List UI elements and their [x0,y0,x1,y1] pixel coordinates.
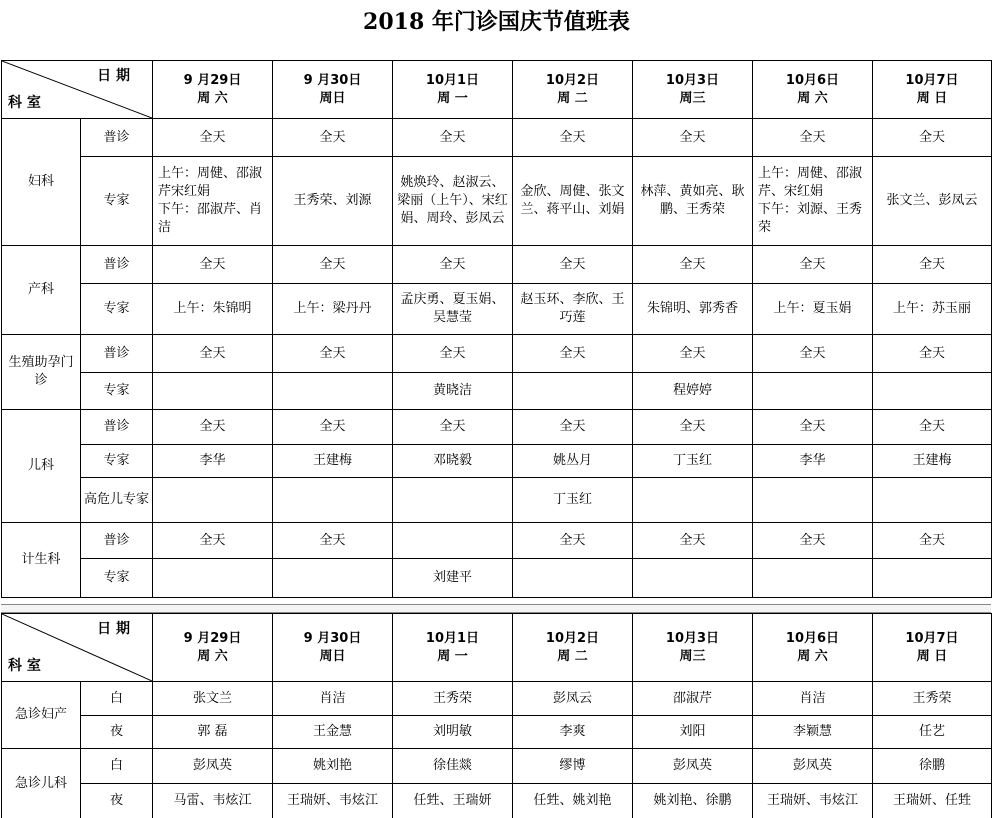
schedule-cell: 程婷婷 [633,373,753,410]
schedule-cell: 王建梅 [273,445,393,478]
schedule-cell: 全天 [393,246,513,284]
corner-header-cell [2,61,153,119]
schedule-cell [873,373,992,410]
schedule-cell: 全天 [753,410,873,445]
clinic-type-cell: 普诊 [81,410,153,445]
clinic-type-cell: 普诊 [81,119,153,157]
date-label: 10月3日 [665,72,720,88]
date-header-cell [153,61,273,119]
schedule-cell: 全天 [273,523,393,559]
date-header-cell [753,614,873,682]
table-row [2,784,992,818]
weekday-label: 周日 [319,648,346,664]
schedule-cell: 全天 [393,335,513,373]
date-header-cell [873,61,992,119]
page-title: 2018 年门诊国庆节值班表 [363,9,630,35]
header-row [2,614,992,682]
schedule-cell: 姚刘艳 [273,749,393,784]
schedule-cell: 全天 [753,523,873,559]
corner-header-cell [2,614,153,682]
clinic-type-cell: 专家 [81,559,153,598]
schedule-cell: 全天 [873,119,992,157]
clinic-type-cell: 普诊 [81,246,153,284]
table-row [2,716,992,749]
date-label: 10月1日 [425,630,480,646]
schedule-cell: 姚刘艳、徐鹏 [633,784,753,818]
schedule-cell: 姚焕玲、赵淑云、梁丽（上午）、宋红娟、周玲、彭凤云 [393,157,513,246]
dept-axis-label: 科 室 [8,658,41,674]
table-row [2,559,992,598]
schedule-cell: 全天 [153,410,273,445]
schedule-cell: 全天 [753,119,873,157]
schedule-cell: 王秀荣 [393,682,513,716]
date-label: 9 月29日 [183,72,242,88]
schedule-cell: 全天 [273,410,393,445]
emergency-schedule-table [1,613,992,818]
date-header-cell [153,614,273,682]
schedule-cell [633,559,753,598]
schedule-cell: 任甡、王瑞妍 [393,784,513,818]
schedule-cell: 徐佳燚 [393,749,513,784]
weekday-label: 周 六 [797,90,828,106]
schedule-cell: 林萍、黄如亮、耿鹏、王秀荣 [633,157,753,246]
date-label: 10月3日 [665,630,720,646]
date-header-cell [273,614,393,682]
date-header-cell [513,61,633,119]
schedule-cell: 王瑞妍、韦炫江 [273,784,393,818]
schedule-cell: 全天 [273,335,393,373]
clinic-type-cell: 专家 [81,445,153,478]
schedule-cell: 全天 [873,335,992,373]
table-row [2,246,992,284]
schedule-cell [273,478,393,523]
date-header-cell [873,614,992,682]
schedule-cell: 上午：夏玉娟 [753,284,873,335]
date-header-cell [513,614,633,682]
schedule-cell: 全天 [393,119,513,157]
weekday-label: 周 一 [437,648,468,664]
schedule-cell: 邵淑芹 [633,682,753,716]
schedule-cell [273,373,393,410]
schedule-cell: 王建梅 [873,445,992,478]
department-cell: 计生科 [2,523,81,598]
schedule-cell: 彭凤英 [633,749,753,784]
table-row [2,478,992,523]
schedule-cell: 全天 [273,246,393,284]
schedule-cell [153,478,273,523]
weekday-label: 周 二 [557,648,588,664]
schedule-cell: 全天 [393,410,513,445]
table-row [2,373,992,410]
schedule-cell: 王秀荣、刘源 [273,157,393,246]
dept-axis-label: 科 室 [8,95,41,111]
schedule-cell: 全天 [753,335,873,373]
schedule-cell: 全天 [633,410,753,445]
schedule-cell: 马雷、韦炫江 [153,784,273,818]
schedule-cell [873,478,992,523]
schedule-cell: 上午：苏玉丽 [873,284,992,335]
schedule-cell [153,373,273,410]
date-header-cell [633,61,753,119]
date-header-cell [393,614,513,682]
schedule-cell: 全天 [633,523,753,559]
schedule-cell: 刘明敏 [393,716,513,749]
schedule-cell: 上午：周健、邵淑芹宋红娟 下午：邵淑芹、肖洁 [153,157,273,246]
schedule-cell: 全天 [633,119,753,157]
schedule-cell: 李华 [153,445,273,478]
schedule-cell: 丁玉红 [633,445,753,478]
date-label: 9 月30日 [303,630,362,646]
schedule-cell: 肖洁 [753,682,873,716]
department-cell: 产科 [2,246,81,335]
date-label: 10月2日 [545,72,600,88]
date-label: 10月6日 [785,630,840,646]
schedule-cell: 王瑞妍、韦炫江 [753,784,873,818]
schedule-cell: 刘建平 [393,559,513,598]
schedule-cell: 孟庆勇、夏玉娟、吴慧莹 [393,284,513,335]
table-row [2,119,992,157]
schedule-cell: 王秀荣 [873,682,992,716]
schedule-cell: 全天 [753,246,873,284]
schedule-cell: 上午：朱锦明 [153,284,273,335]
weekday-label: 周 六 [197,648,228,664]
date-label: 9 月29日 [183,630,242,646]
schedule-cell [513,559,633,598]
schedule-cell [753,559,873,598]
schedule-cell: 全天 [873,523,992,559]
schedule-cell [513,373,633,410]
weekday-label: 周日 [319,90,346,106]
schedule-cell: 全天 [153,335,273,373]
schedule-cell: 赵玉环、李欣、王巧莲 [513,284,633,335]
table-row [2,284,992,335]
date-label: 9 月30日 [303,72,362,88]
clinic-type-cell: 普诊 [81,523,153,559]
date-header-cell [633,614,753,682]
table-row [2,445,992,478]
schedule-cell: 徐鹏 [873,749,992,784]
weekday-label: 周 日 [916,90,948,106]
date-axis-label: 日 期 [97,68,130,84]
weekday-label: 周 六 [797,648,828,664]
schedule-cell: 上午：周健、邵淑芹、宋红娟 下午：刘源、王秀荣 [753,157,873,246]
schedule-cell [153,559,273,598]
schedule-cell: 彭凤云 [513,682,633,716]
schedule-cell: 王金慧 [273,716,393,749]
schedule-cell: 全天 [873,410,992,445]
department-cell: 生殖助孕门诊 [2,335,81,410]
clinic-type-cell: 高危儿专家 [81,478,153,523]
schedule-cell [393,478,513,523]
schedule-cell: 刘阳 [633,716,753,749]
schedule-cell: 金欣、周健、张文兰、蒋平山、刘娟 [513,157,633,246]
schedule-cell: 任艺 [873,716,992,749]
date-label: 10月1日 [425,72,480,88]
date-label: 10月7日 [905,630,959,646]
weekday-label: 周 日 [916,648,948,664]
schedule-cell: 全天 [273,119,393,157]
schedule-cell: 黄晓洁 [393,373,513,410]
schedule-cell: 丁玉红 [513,478,633,523]
schedule-cell: 姚丛月 [513,445,633,478]
schedule-cell: 朱锦明、郭秀香 [633,284,753,335]
schedule-cell: 邓晓毅 [393,445,513,478]
table-row [2,157,992,246]
schedule-cell [393,523,513,559]
date-header-cell [753,61,873,119]
weekday-label: 周三 [679,648,706,664]
date-axis-label: 日 期 [97,621,130,637]
schedule-cell: 王瑞妍、任甡 [873,784,992,818]
schedule-cell: 郭 磊 [153,716,273,749]
weekday-label: 周 二 [557,90,588,106]
schedule-cell: 任甡、姚刘艳 [513,784,633,818]
clinic-type-cell: 白 [81,682,153,716]
clinic-type-cell: 夜 [81,716,153,749]
schedule-cell [873,559,992,598]
schedule-cell [753,478,873,523]
clinic-type-cell: 专家 [81,284,153,335]
schedule-cell: 彭凤英 [153,749,273,784]
department-cell: 妇科 [2,119,81,246]
schedule-cell: 全天 [153,119,273,157]
clinic-type-cell: 专家 [81,157,153,246]
schedule-cell: 全天 [873,246,992,284]
weekday-label: 周 六 [197,90,228,106]
table-row [2,523,992,559]
schedule-cell: 肖洁 [273,682,393,716]
schedule-cell: 张文兰、彭凤云 [873,157,992,246]
schedule-cell: 全天 [513,523,633,559]
date-label: 10月2日 [545,630,600,646]
schedule-cell [273,559,393,598]
weekday-label: 周 一 [437,90,468,106]
clinic-type-cell: 专家 [81,373,153,410]
date-label: 10月6日 [785,72,840,88]
department-cell: 急诊儿科 [2,749,81,818]
outpatient-schedule-table [1,60,992,598]
schedule-cell [753,373,873,410]
schedule-cell: 李爽 [513,716,633,749]
schedule-cell: 全天 [513,119,633,157]
table-row [2,749,992,784]
schedule-cell: 张文兰 [153,682,273,716]
schedule-cell: 全天 [513,246,633,284]
table-row [2,335,992,373]
schedule-cell: 李华 [753,445,873,478]
clinic-type-cell: 普诊 [81,335,153,373]
schedule-cell: 缪博 [513,749,633,784]
schedule-cell: 全天 [513,335,633,373]
clinic-type-cell: 白 [81,749,153,784]
date-label: 10月7日 [905,72,959,88]
schedule-cell [633,478,753,523]
date-header-cell [273,61,393,119]
schedule-cell: 全天 [633,335,753,373]
table-row [2,410,992,445]
schedule-cell: 全天 [633,246,753,284]
schedule-cell: 全天 [513,410,633,445]
clinic-type-cell: 夜 [81,784,153,818]
department-cell: 儿科 [2,410,81,523]
table-separator [1,604,991,613]
date-header-cell [393,61,513,119]
schedule-cell: 彭凤英 [753,749,873,784]
schedule-cell: 全天 [153,523,273,559]
header-row [2,61,992,119]
schedule-cell: 全天 [153,246,273,284]
weekday-label: 周三 [679,90,706,106]
table-row [2,682,992,716]
schedule-cell: 李颖慧 [753,716,873,749]
schedule-cell: 上午：梁丹丹 [273,284,393,335]
department-cell: 急诊妇产 [2,682,81,749]
